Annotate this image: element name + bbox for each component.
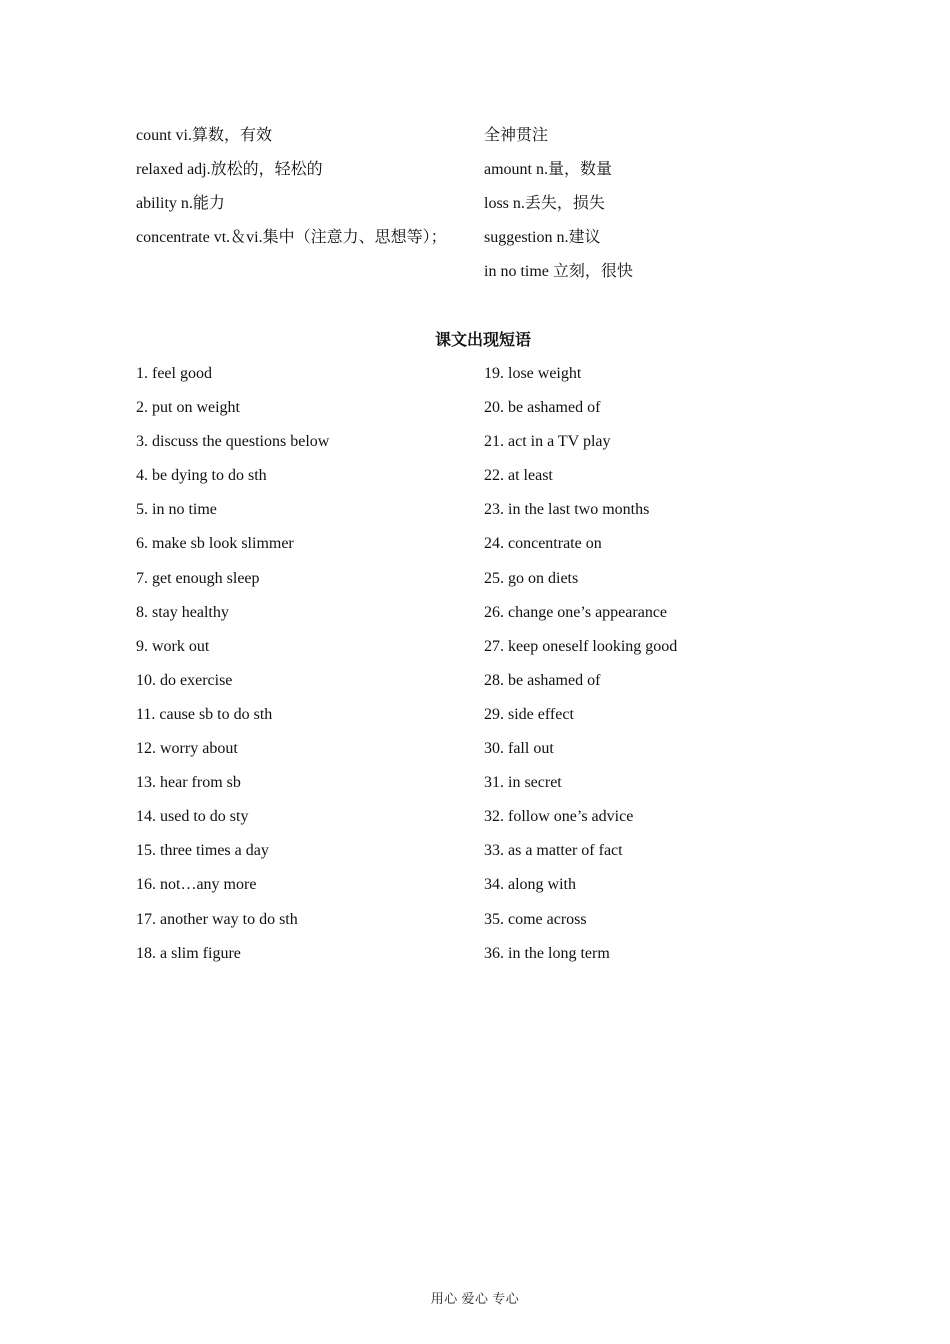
page-footer: 用心 爱心 专心 (430, 1291, 520, 1306)
phrase-item: 7. get enough sleep (136, 569, 260, 587)
phrase-item: 30. fall out (484, 740, 554, 758)
phrase-item: 2. put on weight (136, 399, 240, 417)
phrase-item: 16. not…any more (136, 876, 257, 894)
phrase-item: 9. work out (136, 637, 210, 655)
phrase-item: 35. come across (484, 910, 587, 928)
phrase-item: 14. used to do sty (136, 808, 249, 826)
vocab-entry: ability n.能力 (136, 195, 225, 213)
phrase-item: 12. worry about (136, 740, 238, 758)
phrase-item: 13. hear from sb (136, 774, 241, 792)
phrase-item: 8. stay healthy (136, 603, 229, 621)
phrase-item: 26. change one’s appearance (484, 603, 668, 621)
phrase-item: 10. do exercise (136, 671, 233, 689)
phrase-item: 27. keep oneself looking good (484, 637, 678, 655)
phrase-item: 24. concentrate on (484, 535, 602, 553)
phrase-item: 5. in no time (136, 501, 217, 519)
vocab-entry: concentrate vt.＆vi.集中（注意力、思想等）； (136, 229, 447, 247)
phrase-item: 31. in secret (484, 774, 562, 792)
phrase-item: 1. feel good (136, 365, 212, 382)
phrase-item: 28. be ashamed of (484, 671, 601, 689)
vocab-entry: 全神贯注 (484, 127, 549, 144)
phrase-item: 21. act in a TV play (484, 433, 611, 451)
phrase-item: 18. a slim figure (136, 944, 241, 962)
phrase-item: 3. discuss the questions below (136, 433, 330, 451)
phrase-item: 36. in the long term (484, 944, 610, 962)
phrase-item: 33. as a matter of fact (484, 842, 623, 860)
phrase-item: 29. side effect (484, 705, 574, 723)
phrase-item: 23. in the last two months (484, 501, 650, 519)
phrase-item: 4. be dying to do sth (136, 467, 267, 485)
vocab-entry: amount n.量，数量 (484, 161, 612, 179)
phrase-item: 22. at least (484, 467, 553, 485)
vocabulary-left-column (136, 119, 447, 255)
phrases-section-title: 课文出现短语 (434, 332, 531, 349)
phrase-item: 25. go on diets (484, 569, 579, 587)
vocab-entry: relaxed adj.放松的，轻松的 (136, 161, 323, 179)
phrases-left-column (136, 357, 329, 971)
phrase-item: 11. cause sb to do sth (136, 705, 273, 723)
vocab-entry: count vi.算数，有效 (136, 127, 272, 144)
phrase-item: 17. another way to do sth (136, 910, 298, 928)
vocab-entry: in no time 立刻，很快 (484, 263, 633, 281)
phrase-item: 20. be ashamed of (484, 399, 601, 417)
phrase-item: 32. follow one’s advice (484, 808, 634, 826)
phrase-item: 15. three times a day (136, 842, 269, 860)
vocab-entry: suggestion n.建议 (484, 229, 601, 247)
phrase-item: 6. make sb look slimmer (136, 535, 294, 553)
vocabulary-right-column (484, 119, 633, 289)
phrase-item: 34. along with (484, 876, 576, 894)
phrases-right-column (484, 357, 677, 971)
vocab-entry: loss n.丢失，损失 (484, 195, 605, 213)
phrase-item: 19. lose weight (484, 365, 582, 382)
